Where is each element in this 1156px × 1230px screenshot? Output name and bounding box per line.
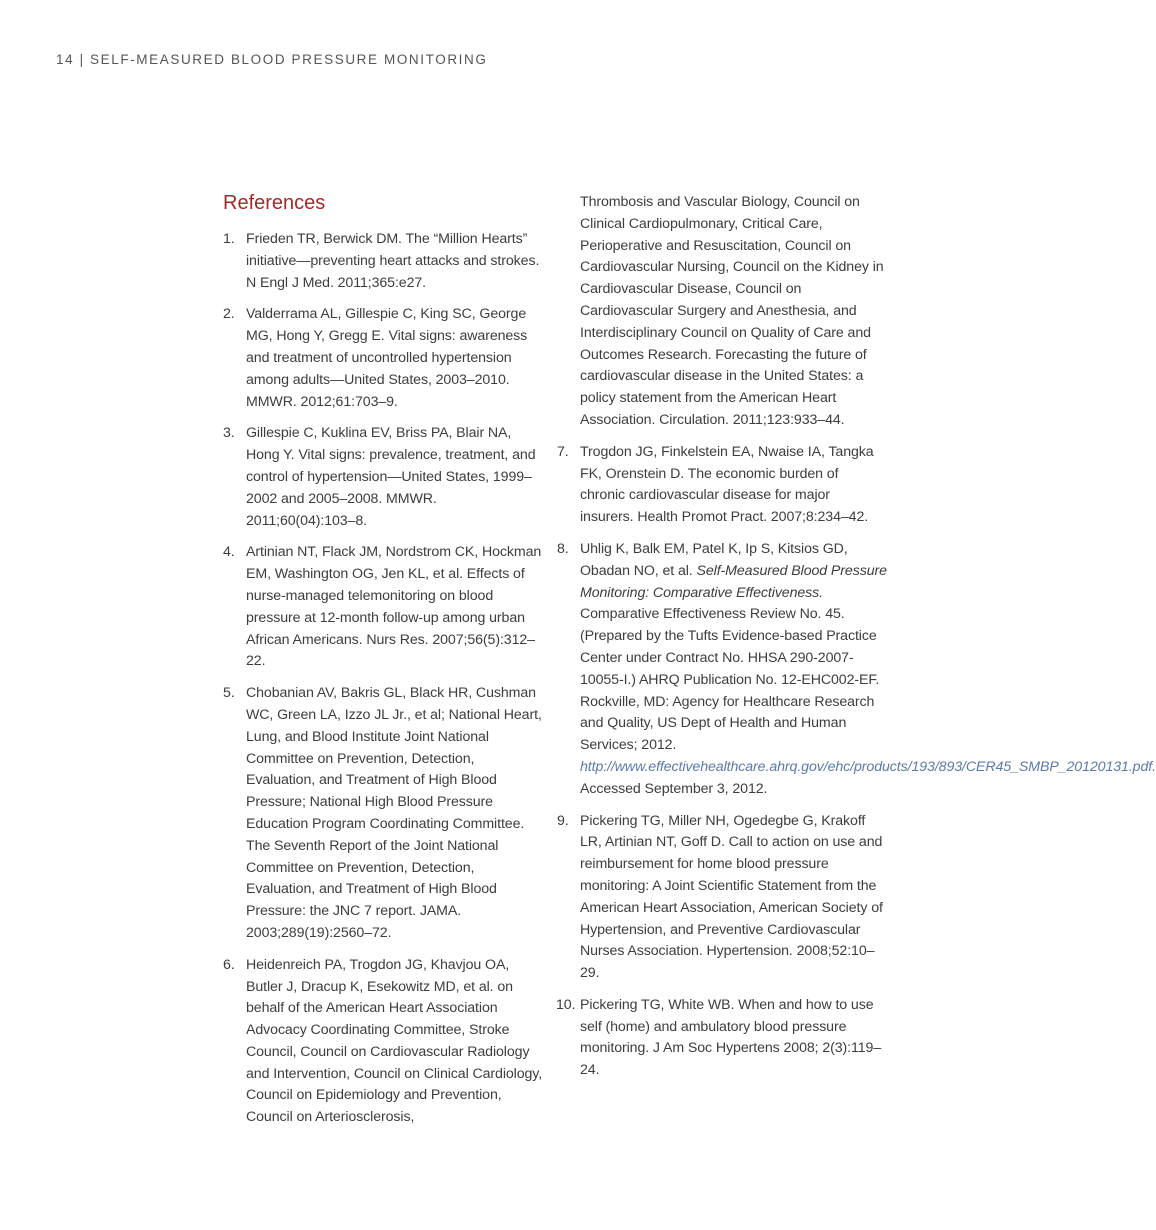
reference-text: Heidenreich PA, Trogdon JG, Khavjou OA, Butler J, Dracup K, Esekowitz MD, et al. on behalf of the American Heart Association Advocacy Coordinating Committee, Stroke Council, Council on Cardiovascular Radiology and Intervention, Council on Clinical Cardiology, Council on Epidemiology and Prevention, Council on Arteriosclerosis,: [246, 956, 543, 1126]
reference-text: Pickering TG, White WB. When and how to use self (home) and ambulatory blood pressure monitoring. J Am Soc Hypertens 2008; 2(3):119–24.: [580, 996, 882, 1079]
reference-text-pre: Uhlig K, Balk EM, Patel K, Ip S, Kitsios GD, Obadan NO, et al.: [580, 540, 848, 579]
reference-number: 2.: [223, 306, 235, 323]
reference-text: Chobanian AV, Bakris GL, Black HR, Cushman WC, Green LA, Izzo JL Jr., et al; National Heart, Lung, and Blood Institute Joint National Committee on Prevention, Detection, Evaluation, and Treatment of High Blood Pressure; National High Blood Pressure Education Program Coordinating Committee. The Seventh Report of the Joint National Committee on Prevention, Detection, Evaluation, and Treatment of High Blood Pressure: the JNC 7 report. JAMA. 2003;289(19):2560–72.: [246, 685, 542, 941]
reference-accessed: Accessed September 3, 2012.: [580, 780, 768, 797]
reference-text: Artinian NT, Flack JM, Nordstrom CK, Hockman EM, Washington OG, Jen KL, et al. Effects of nurse-managed telemonitoring on blood pressure at 12-month follow-up among urban African Americans. Nurs Res. 2007;56(5):312–22.: [246, 544, 542, 670]
reference-text: Frieden TR, Berwick DM. The “Million Hearts” initiative—preventing heart attacks and strokes. N Engl J Med. 2011;365:e27.: [246, 231, 540, 291]
reference-number: 10.: [556, 996, 576, 1013]
references-column-right: [556, 192, 1156, 1092]
reference-number: 5.: [223, 685, 235, 702]
reference-item: [223, 955, 543, 1129]
reference-item: [223, 229, 543, 294]
reference-text: Trogdon JG, Finkelstein EA, Nwaise IA, Tangka FK, Orenstein D. The economic burden of chronic cardiovascular disease for major insurers. Health Promot Pract. 2007;8:234–42.: [580, 443, 874, 526]
reference-item: [223, 304, 543, 413]
reference-item: [557, 995, 887, 1082]
reference-item: [223, 683, 543, 945]
reference-number: 3.: [223, 425, 235, 442]
reference-link[interactable]: http://www.effectivehealthcare.ahrq.gov/ehc/products/193/893/CER45_SMBP_20120131.pdf.: [580, 758, 1156, 775]
reference-number: 1.: [223, 231, 235, 247]
reference-number: 9.: [557, 812, 569, 829]
running-header: 14 | SELF-MEASURED BLOOD PRESSURE MONITORING: [56, 52, 488, 67]
reference-text: Valderrama AL, Gillespie C, King SC, George MG, Hong Y, Gregg E. Vital signs: awareness and treatment of uncontrolled hypertension among adults—United States, 2003–2010. MMWR. 2012;61:703–9.: [246, 306, 528, 410]
reference-text: Gillespie C, Kuklina EV, Briss PA, Blair NA, Hong Y. Vital signs: prevalence, treatment, and control of hypertension—United States, 1999–2002 and 2005–2008. MMWR. 2011;60(04):103–8.: [246, 425, 536, 529]
reference-item: [557, 811, 887, 985]
reference-item: [223, 542, 543, 673]
reference-number: 7.: [557, 443, 569, 460]
reference-item: [223, 423, 543, 532]
reference-item: [557, 539, 1156, 801]
reference-text: Pickering TG, Miller NH, Ogedegbe G, Krakoff LR, Artinian NT, Goff D. Call to action on use and reimbursement for home blood pressure monitoring: A Joint Scientific Statement from the American Heart Association, American Society of Hypertension, and Preventive Cardiovascular Nurses Association. Hypertension. 2008;52:10–29.: [580, 812, 883, 982]
reference-number: 6.: [223, 956, 235, 973]
reference-item: [557, 442, 887, 529]
reference-number: 8.: [557, 540, 569, 557]
reference-title-italic: Self-Measured Blood Pressure Monitoring: Comparative Effectiveness.: [580, 562, 887, 601]
reference-number: 4.: [223, 544, 235, 561]
references-column-left: [223, 229, 543, 1139]
reference-text-post: Comparative Effectiveness Review No. 45. (Prepared by the Tufts Evidence-based Practice Center under Contract No. HHSA 290-2007-10055-I.) AHRQ Publication No. 12-EHC002-EF. Rockville, MD: Agency for Healthcare Research and Quality, US Dept of Health and Human Services; 2012.: [580, 606, 880, 754]
reference-continuation: Thrombosis and Vascular Biology, Council on Clinical Cardiopulmonary, Critical Care, Perioperative and Resuscitation, Council on Cardiovascular Nursing, Council on the Kidney in Cardiovascular Disease, Council on Cardiovascular Surgery and Anesthesia, and Interdisciplinary Council on Quality of Care and Outcomes Research. Forecasting the future of cardiovascular disease in the United States: a policy statement from the American Heart Association. Circulation. 2011;123:933–44.: [580, 194, 884, 428]
references-heading: References: [223, 192, 326, 214]
